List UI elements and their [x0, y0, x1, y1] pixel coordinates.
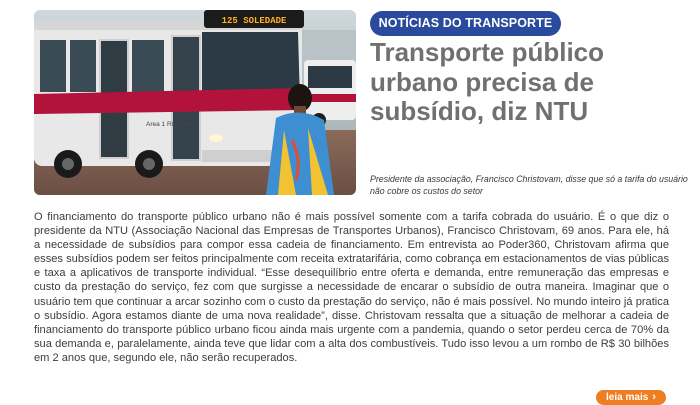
- article-headline: Transporte público urbano precisa de subsídio, diz NTU: [370, 37, 605, 126]
- article-body: O financiamento do transporte público urbano não é mais possível somente com a tarifa cobrada do usuário. É o que diz o presidente da NTU (Associação Nacional das Empresas de Transportes Urbanos), Francisco Christovam, 69 anos. Para ele, há a necessidade de subsídios para compor essa cadeia de financiamento. Em entrevista ao Poder360, Christovam afirma que esses subsídios podem ser feitos principalmente com receita extratarifária, como cobrança em estacionamentos de vias públicas e taxa a aplicativos de transporte individual. “Esse desequilíbrio entre oferta e demanda, entre remuneração das empresas e custo da prestação do serviço, fez com que surgisse a necessidade de encarar o subsídio de outra maneira. Imaginar que o usuário tem que continuar a arcar sozinho com o custo da prestação do serviço, não é mais possível. No mundo inteiro já pratica o subsídio. Agora estamos diante de uma nova realidade”, disse. Christovam ressalta que a situação de melhorar a cadeia de financiamento do transporte público urbano ficou ainda mais urgente com a pandemia, quando o setor perdeu cerca de 70% da sua demanda e, paralelamente, ainda teve que lidar com a alta dos combustíveis. Tudo isso levou a um rombo de R$ 30 bilhões em 2 anos que, segundo ele, não serão recuperados.: [34, 211, 669, 364]
- destination-sign-text: 125 SOLEDADE: [221, 16, 287, 26]
- article-photo: [34, 10, 356, 195]
- read-more-button[interactable]: [596, 390, 666, 405]
- main-bus: [34, 10, 304, 178]
- category-badge[interactable]: NOTÍCIAS DO TRANSPORTE: [370, 11, 561, 36]
- bus-side-text: Area 1 Riachuelo: [146, 121, 196, 128]
- photo-caption: Presidente da associação, Francisco Christovam, disse que só a tarifa do usuário não cobre os custos do setor: [370, 174, 688, 196]
- chevron-right-icon: ›: [652, 391, 656, 403]
- read-more-label: leia mais: [606, 392, 649, 403]
